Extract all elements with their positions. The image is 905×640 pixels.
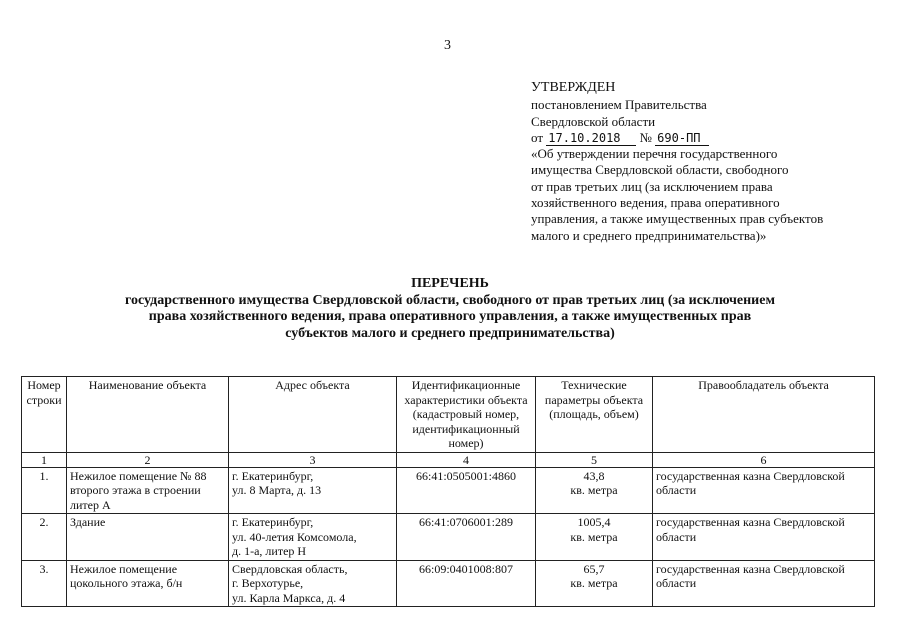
cadastral-number: 66:41:0505001:4860 [397,467,536,514]
column-number: 5 [536,452,653,467]
row-number: 2. [22,514,67,561]
table-header-row [22,377,875,453]
object-address: Свердловская область, г. Верхотурье, ул. Карла Маркса, д. 4 [229,560,397,607]
column-number: 3 [229,452,397,467]
header-object-address: Адрес объекта [229,377,397,453]
approval-subject-line: малого и среднего предпринимательства)» [531,227,767,243]
date-prefix: от [531,129,544,145]
approval-subject-line: управления, а также имущественных прав субъектов [531,211,824,227]
object-owner: государственная казна Свердловской области [653,560,875,607]
heading-subtitle-line: права хозяйственного ведения, права оперативного управления, а также имущественных прав [148,309,752,324]
approval-title: УТВЕРЖДЕН [531,80,616,95]
approval-date-line [531,130,891,146]
header-row-number: Номер строки [22,377,67,453]
table-row [22,514,875,561]
column-number: 6 [653,452,875,467]
approval-subject-line: хозяйственного ведения, права оперативного [531,195,780,211]
heading-subtitle-line: субъектов малого и среднего предпринимательства) [285,325,615,341]
approval-number: 690-ПП [655,132,709,146]
document-heading [20,276,880,342]
approval-subject-line: имущества Свердловской области, свободного [531,162,789,178]
object-address: г. Екатеринбург, ул. 8 Марта, д. 13 [229,467,397,514]
cadastral-number: 66:09:0401008:807 [397,560,536,607]
page-number: 3 [444,38,451,53]
object-address: г. Екатеринбург, ул. 40-летия Комсомола, д. 1-а, литер Н [229,514,397,561]
object-owner: государственная казна Свердловской области [653,514,875,561]
approval-block [531,80,891,244]
column-number-row [22,452,875,467]
table-row [22,467,875,514]
column-number: 1 [22,452,67,467]
object-name: Здание [67,514,229,561]
technical-params: 65,7 кв. метра [536,560,653,607]
cadastral-number: 66:41:0706001:289 [397,514,536,561]
column-number: 2 [67,452,229,467]
header-object-name: Наименование объекта [67,377,229,453]
row-number: 1. [22,467,67,514]
approval-line-2: Свердловской области [531,113,656,129]
approval-subject-line: от прав третьих лиц (за исключением права [531,178,773,194]
approval-subject-line: «Об утверждении перечня государственного [531,146,778,162]
heading-title: ПЕРЕЧЕНЬ [411,276,489,291]
heading-subtitle-line: государственного имущества Свердловской области, свободного от прав третьих лиц (за исключением [124,292,775,308]
property-table [21,376,875,607]
header-identification: Идентификационные характеристики объекта (кадастровый номер, идентификационный номер) [397,377,536,453]
technical-params: 43,8 кв. метра [536,467,653,514]
approval-line-1: постановлением Правительства [531,97,707,113]
approval-date: 17.10.2018 [546,132,636,146]
column-number: 4 [397,452,536,467]
technical-params: 1005,4 кв. метра [536,514,653,561]
header-technical-params: Технические параметры объекта (площадь, объем) [536,377,653,453]
table-row [22,560,875,607]
object-name: Нежилое помещение цокольного этажа, б/н [67,560,229,607]
header-owner: Правообладатель объекта [653,377,875,453]
object-owner: государственная казна Свердловской области [653,467,875,514]
row-number: 3. [22,560,67,607]
number-prefix: № [639,129,652,145]
object-name: Нежилое помещение № 88 второго этажа в строении литер А [67,467,229,514]
